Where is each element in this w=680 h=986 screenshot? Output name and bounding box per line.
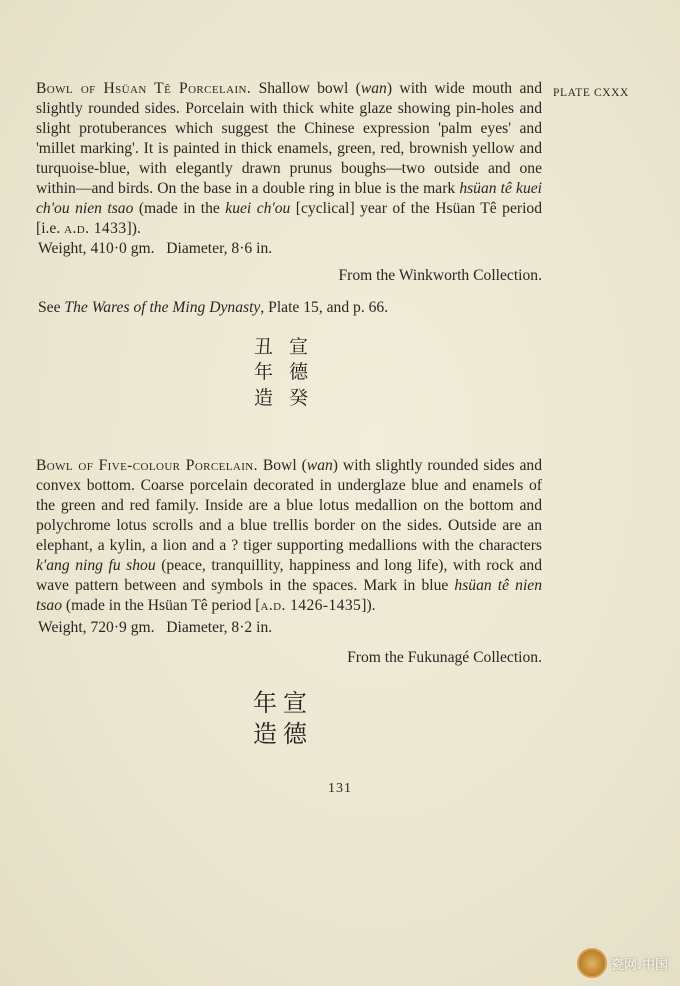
reign-mark-2-char: 造 <box>253 720 277 748</box>
entry-1-title: Bowl of Hsüan Tê Porcelain. <box>36 80 252 97</box>
entry-2-weight: Weight, 720·9 gm. Diameter, 8·2 in. <box>38 619 273 636</box>
reign-mark-1-char: 癸 <box>288 386 308 409</box>
reign-mark-2 <box>252 688 308 750</box>
entry-1-reference: See The Wares of the Ming Dynasty, Plate 15, and p. 66. <box>38 299 389 316</box>
reign-mark-1 <box>250 335 312 411</box>
reign-mark-1-char: 宣 <box>288 336 308 358</box>
reign-mark-1-char: 丑 <box>253 336 273 358</box>
entry-1-weight: Weight, 410·0 gm. Diameter, 8·6 in. <box>38 240 273 257</box>
reign-mark-2-char: 德 <box>283 720 307 748</box>
page-number: 131 <box>328 781 352 796</box>
watermark-text: 瓷网.中国 <box>611 957 668 973</box>
plate-label: PLATE CXXX <box>553 87 629 99</box>
site-watermark <box>577 948 668 978</box>
reign-mark-2-char: 年 <box>253 689 277 717</box>
entry-2-provenance: From the Fukunagé Collection. <box>347 649 542 666</box>
entry-1-provenance: From the Winkworth Collection. <box>338 267 542 284</box>
reign-mark-2-char: 宣 <box>283 689 307 717</box>
reign-mark-1-char: 造 <box>253 386 273 409</box>
reign-mark-1-char: 年 <box>253 361 273 384</box>
reign-mark-1-char: 德 <box>288 361 308 384</box>
entry-1-description: Bowl of Hsüan Tê Porcelain. Shallow bowl (wan) with wide mouth and slightly rounded sides. Porcelain with thick white glaze showing pin-holes and slight protuberances which suggest the Chinese expression 'palm eyes' and 'millet marking'. It is painted in thick enamels, green, red, brownish yellow and turquoise-blue, with elegantly drawn prunus boughs—two outside and one within—and birds. On the base in a double ring in blue is the mark hsüan tê kuei ch'ou nien tsao (made in the kuei ch'ou [cyclical] year of the Hsüan Tê period [i.e. a.d. 1433]). Weight, 410·0 gm. Diameter, 8·6 in. From the Winkworth Collection. See The Wares of the Ming Dynasty, Plate 15, and p. 66. <box>36 80 542 316</box>
entry-2-description: Bowl of Five-colour Porcelain. Bowl (wan) with slightly rounded sides and convex bottom. Coarse porcelain decorated in underglaze blue and enamels of the green and red family. Inside are a blue lotus medallion on the bottom and polychrome lotus scrolls and a blue trellis border on the sides. Outside are an elephant, a kylin, a lion and a ? tiger supporting medallions with the characters k'ang ning fu shou (peace, tranquillity, happiness and long life), with rock and wave pattern between and symbols in the spaces. Mark in blue hsüan tê nien tsao (made in the Hsüan Tê period [a.d. 1426-1435]). Weight, 720·9 gm. Diameter, 8·2 in. From the Fukunagé Collection. <box>36 457 543 666</box>
entry-2-title: Bowl of Five-colour Porcelain. <box>36 457 258 474</box>
seal-icon <box>577 948 607 978</box>
